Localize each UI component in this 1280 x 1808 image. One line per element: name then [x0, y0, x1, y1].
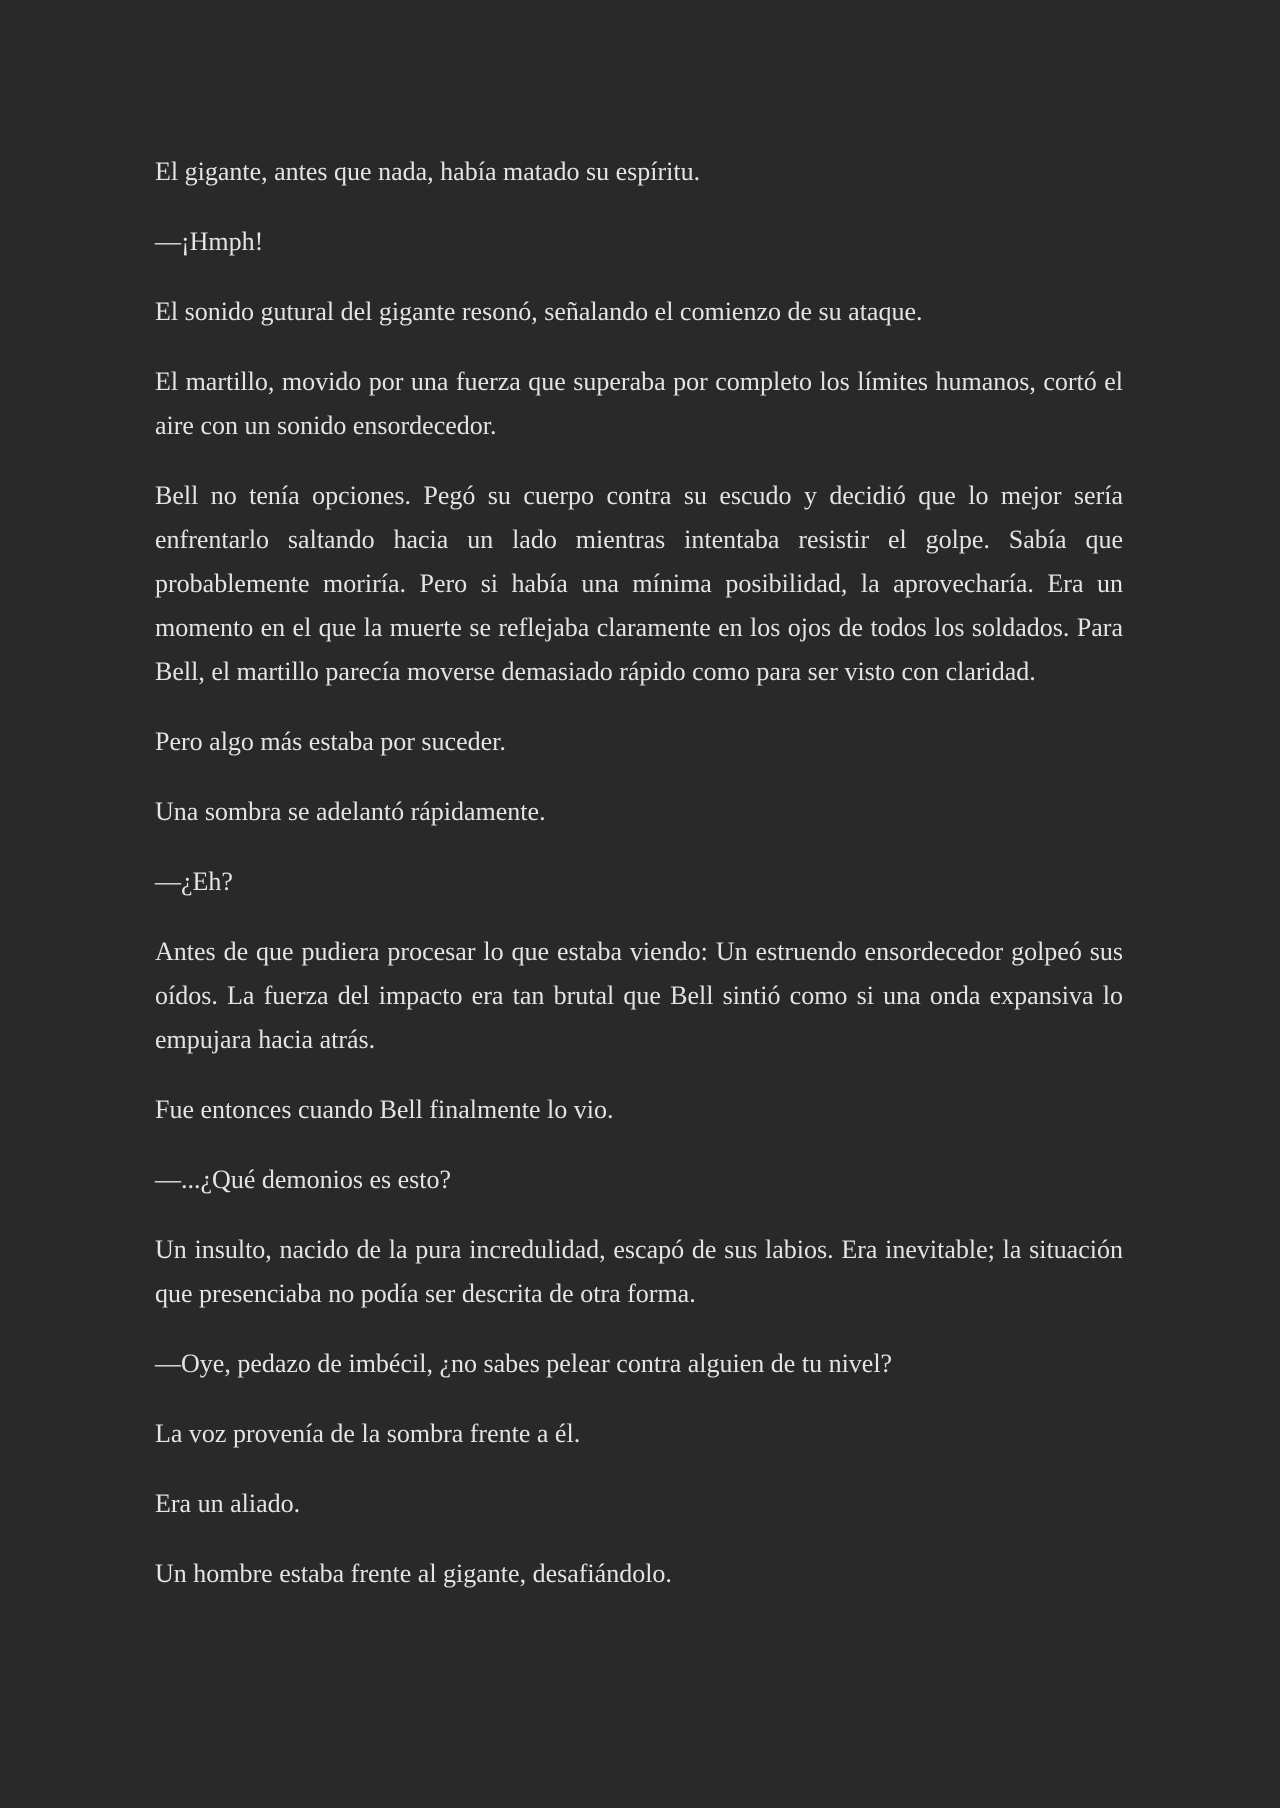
paragraph: Bell no tenía opciones. Pegó su cuerpo contra su escudo y decidió que lo mejor sería enfrentarlo saltando hacia un lado mientras intentaba resistir el golpe. Sabía que probablemente moriría. Pero si había una mínima posibilidad, la aprovecharía. Era un momento en el que la muerte se reflejaba claramente en los ojos de todos los soldados. Para Bell, el martillo parecía moverse demasiado rápido como para ser visto con claridad. — [155, 481, 1123, 686]
paragraph: Pero algo más estaba por suceder. — [155, 727, 506, 756]
paragraph: Era un aliado. — [155, 1489, 301, 1518]
paragraph: El gigante, antes que nada, había matado su espíritu. — [155, 157, 701, 186]
paragraph: Un insulto, nacido de la pura incredulidad, escapó de sus labios. Era inevitable; la situación que presenciaba no podía ser descrita de otra forma. — [155, 1235, 1123, 1308]
paragraph: Antes de que pudiera procesar lo que estaba viendo: Un estruendo ensordecedor golpeó sus oídos. La fuerza del impacto era tan brutal que Bell sintió como si una onda expansiva lo empujara hacia atrás. — [155, 937, 1123, 1054]
paragraph: —¿Eh? — [155, 867, 233, 896]
paragraph: —Oye, pedazo de imbécil, ¿no sabes pelear contra alguien de tu nivel? — [155, 1349, 893, 1378]
paragraph: El martillo, movido por una fuerza que superaba por completo los límites humanos, cortó el aire con un sonido ensordecedor. — [155, 367, 1123, 440]
paragraph: Un hombre estaba frente al gigante, desafiándolo. — [155, 1559, 672, 1588]
paragraph: Una sombra se adelantó rápidamente. — [155, 797, 546, 826]
paragraph: —¡Hmph! — [155, 227, 264, 256]
paragraph: La voz provenía de la sombra frente a él. — [155, 1419, 581, 1448]
paragraph: —...¿Qué demonios es esto? — [155, 1165, 452, 1194]
reading-content — [155, 150, 1123, 1622]
paragraph: El sonido gutural del gigante resonó, señalando el comienzo de su ataque. — [155, 297, 923, 326]
paragraph: Fue entonces cuando Bell finalmente lo vio. — [155, 1095, 614, 1124]
